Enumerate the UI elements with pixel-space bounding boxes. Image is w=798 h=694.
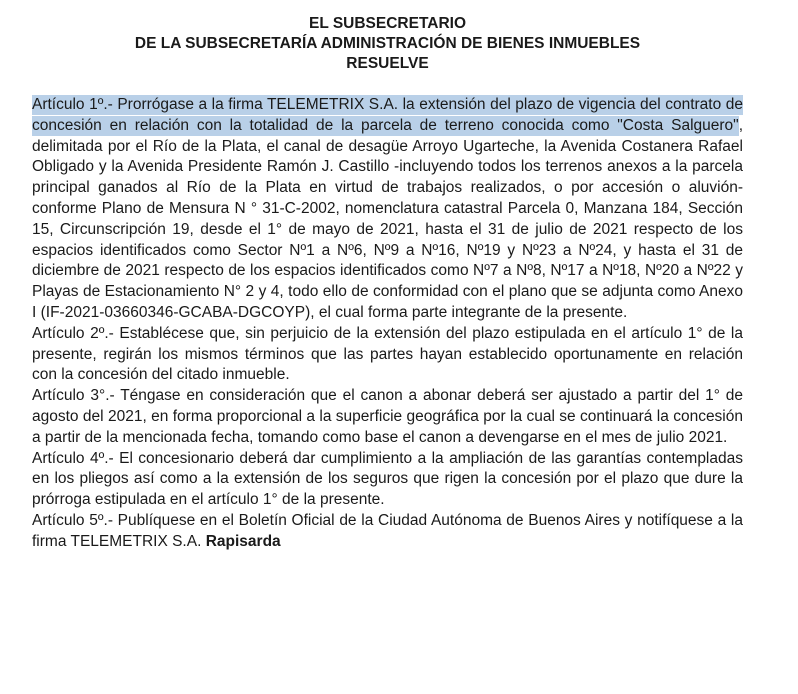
article-3: Artículo 3°.- Téngase en consideración que el canon a abonar deberá ser ajustado a partir del 1° de agosto del 2021, en forma proporcional a la superficie geográfica por la cual se continuará la concesión a partir de la mencionada fecha, tomando como base el canon a devengarse en el mes de julio 2021. — [32, 387, 743, 446]
heading-office: DE LA SUBSECRETARÍA ADMINISTRACIÓN DE BIENES INMUEBLES — [134, 35, 641, 52]
article-1 — [32, 95, 743, 324]
document-heading — [32, 14, 743, 74]
article-5-text: Artículo 5º.- Publíquese en el Boletín Oficial de la Ciudad Autónoma de Buenos Aires y notifíquese a la firma TELEMETRIX S.A. — [32, 511, 743, 550]
article-4: Artículo 4º.- El concesionario deberá dar cumplimiento a la ampliación de las garantías contempladas en los pliegos así como a la extensión de los seguros que rigen la concesión por el plazo que dure la prórroga estipulada en el artículo 1° de la presente. — [32, 449, 743, 509]
heading-authority: EL SUBSECRETARIO — [308, 15, 467, 32]
signature-name: Rapisarda — [205, 532, 281, 550]
highlighted-text-selection[interactable]: Artículo 1º.- Prorrógase a la firma TELEMETRIX S.A. la extensión del plazo de vigencia del contrato de concesión en relación con la totalidad de la parcela de terreno conocida como "Costa Salguero" — [32, 96, 743, 134]
article-1-text: , delimitada por el Río de la Plata, el canal de desagüe Arroyo Ugarteche, la Avenida Costanera Rafael Obligado y la Avenida Presidente Ramón J. Castillo -incluyendo todos los terrenos anexos a la parcela principal ganados al Río de la Plata en virtud de trabajos realizados, o por accesión o aluvión- conforme Plano de Mensura N ° 31-C-2002, nomenclatura catastral Parcela 0, Manzana 184, Sección 15, Circunscripción 19, desde el 1° de mayo de 2021, hasta el 31 de julio de 2021 respecto de los espacios identificados como Sector Nº1 a Nº6, Nº9 a Nº16, Nº19 y Nº23 a Nº24, y hasta el 31 de diciembre de 2021 respecto de los espacios identificados como Nº7 a Nº8, Nº17 a Nº18, Nº20 a Nº22 y Playas de Estacionamiento N° 2 y 4, todo ello de conformidad con el plano que se adjunta como Anexo I (IF-2021-03660346-GCABA-DGCOYP), el cual forma parte integrante de la presente. — [32, 116, 743, 321]
article-2: Artículo 2º.- Establécese que, sin perjuicio de la extensión del plazo estipulada en el artículo 1° de la presente, regirán los mismos términos que las partes hayan establecido oportunamente en relación con la concesión del citado inmueble. — [32, 324, 743, 384]
document-body — [32, 95, 743, 553]
article-5 — [32, 511, 743, 553]
resolution-document — [32, 14, 743, 553]
heading-resolves: RESUELVE — [346, 55, 429, 72]
